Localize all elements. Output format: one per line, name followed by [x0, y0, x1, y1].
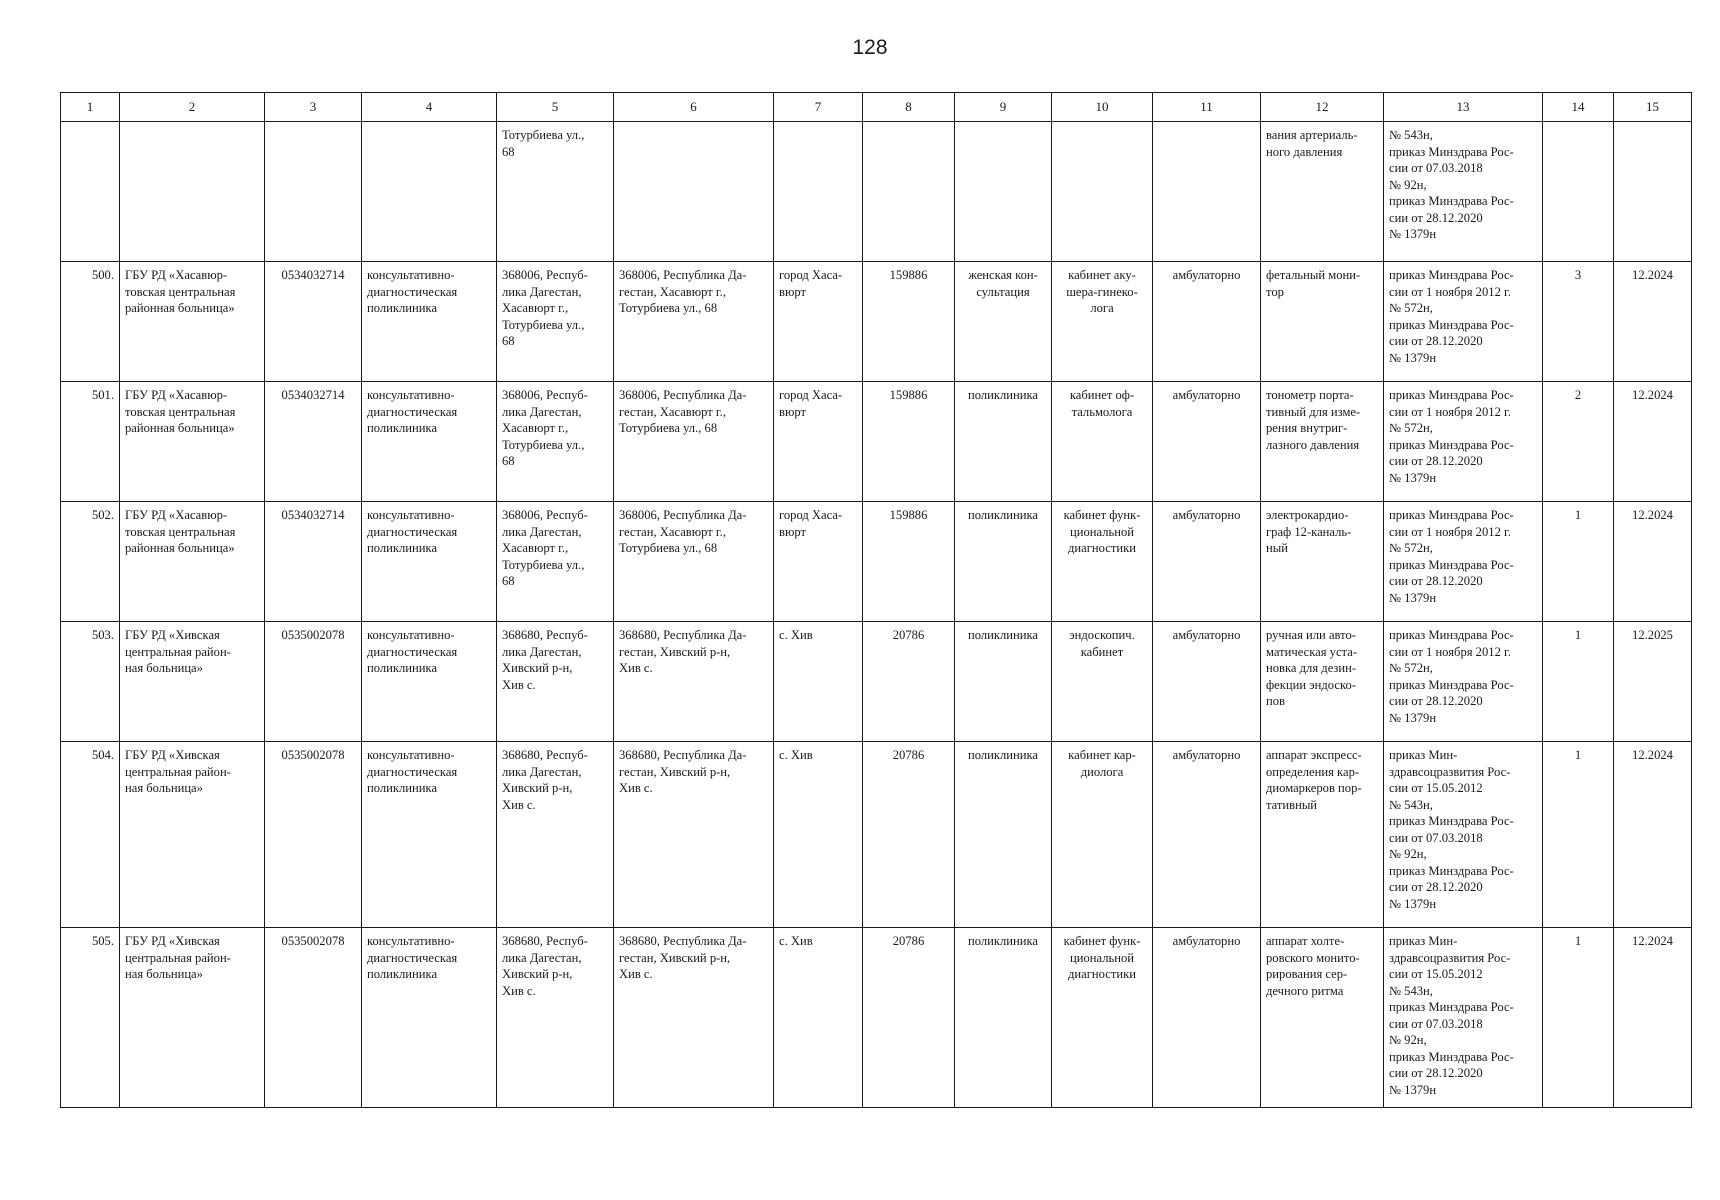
population-cell: 159886	[863, 502, 955, 622]
population-cell: 159886	[863, 262, 955, 382]
population-cell	[863, 122, 955, 262]
location-address-cell	[614, 122, 774, 262]
column-header: 4	[362, 93, 497, 122]
settlement-cell: город Хаса- вюрт	[774, 262, 863, 382]
inn-cell: 0534032714	[265, 502, 362, 622]
organization-cell: ГБУ РД «Хивская центральная район- ная больница»	[120, 742, 265, 928]
column-header: 2	[120, 93, 265, 122]
column-number-header	[61, 93, 1692, 122]
institution-type-cell: консультативно- диагностическая поликлиника	[362, 622, 497, 742]
institution-type-cell: консультативно- диагностическая поликлиника	[362, 502, 497, 622]
column-header: 6	[614, 93, 774, 122]
equipment-cell: аппарат экспресс- определения кар- диомаркеров пор- тативный	[1261, 742, 1384, 928]
division-cell: поликлиника	[955, 622, 1052, 742]
table-row	[61, 928, 1692, 1108]
room-cell	[1052, 122, 1153, 262]
legal-address-cell: 368680, Респуб- лика Дагестан, Хивский р-н, Хив с.	[497, 928, 614, 1108]
organization-cell: ГБУ РД «Хивская центральная район- ная больница»	[120, 622, 265, 742]
equipment-cell: фетальный мони- тор	[1261, 262, 1384, 382]
regulation-orders-cell: приказ Минздрава Рос- сии от 1 ноября 2012 г. № 572н, приказ Минздрава Рос- сии от 28.12.2020 № 1379н	[1384, 262, 1543, 382]
column-header: 11	[1153, 93, 1261, 122]
division-cell: поликлиника	[955, 742, 1052, 928]
inn-cell: 0534032714	[265, 262, 362, 382]
column-header: 3	[265, 93, 362, 122]
delivery-date-cell: 12.2024	[1614, 502, 1692, 622]
location-address-cell: 368680, Республика Да- гестан, Хивский р-н, Хив с.	[614, 742, 774, 928]
column-header: 5	[497, 93, 614, 122]
delivery-date-cell: 12.2024	[1614, 742, 1692, 928]
quantity-cell	[1543, 122, 1614, 262]
location-address-cell: 368006, Республика Да- гестан, Хасавюрт г., Тотурбиева ул., 68	[614, 502, 774, 622]
organization-cell	[120, 122, 265, 262]
quantity-cell: 3	[1543, 262, 1614, 382]
division-cell: поликлиника	[955, 928, 1052, 1108]
row-number-cell: 500.	[61, 262, 120, 382]
settlement-cell: с. Хив	[774, 928, 863, 1108]
equipment-cell: тонометр порта- тивный для изме- рения внутриг- лазного давления	[1261, 382, 1384, 502]
inn-cell: 0534032714	[265, 382, 362, 502]
delivery-date-cell: 12.2025	[1614, 622, 1692, 742]
quantity-cell: 1	[1543, 742, 1614, 928]
delivery-date-cell: 12.2024	[1614, 262, 1692, 382]
legal-address-cell: Тотурбиева ул., 68	[497, 122, 614, 262]
institution-type-cell: консультативно- диагностическая поликлиника	[362, 928, 497, 1108]
organization-cell: ГБУ РД «Хасавюр- товская центральная районная больница»	[120, 502, 265, 622]
quantity-cell: 1	[1543, 928, 1614, 1108]
legal-address-cell: 368006, Респуб- лика Дагестан, Хасавюрт г., Тотурбиева ул., 68	[497, 262, 614, 382]
room-cell: кабинет функ- циональной диагностики	[1052, 502, 1153, 622]
regulation-orders-cell: приказ Мин- здравсоцразвития Рос- сии от 15.05.2012 № 543н, приказ Минздрава Рос- сии от 07.03.2018 № 92н, приказ Минздрава Рос- сии от 28.12.2020 № 1379н	[1384, 928, 1543, 1108]
table-row	[61, 122, 1692, 262]
table-row	[61, 742, 1692, 928]
organization-cell: ГБУ РД «Хасавюр- товская центральная районная больница»	[120, 262, 265, 382]
location-address-cell: 368006, Республика Да- гестан, Хасавюрт г., Тотурбиева ул., 68	[614, 382, 774, 502]
care-mode-cell: амбулаторно	[1153, 502, 1261, 622]
division-cell: поликлиника	[955, 382, 1052, 502]
organization-cell: ГБУ РД «Хивская центральная район- ная больница»	[120, 928, 265, 1108]
organization-cell: ГБУ РД «Хасавюр- товская центральная районная больница»	[120, 382, 265, 502]
settlement-cell: с. Хив	[774, 742, 863, 928]
quantity-cell: 1	[1543, 622, 1614, 742]
settlement-cell	[774, 122, 863, 262]
settlement-cell: город Хаса- вюрт	[774, 382, 863, 502]
room-cell: кабинет оф- тальмолога	[1052, 382, 1153, 502]
column-header: 10	[1052, 93, 1153, 122]
population-cell: 159886	[863, 382, 955, 502]
location-address-cell: 368680, Республика Да- гестан, Хивский р-н, Хив с.	[614, 928, 774, 1108]
table-row	[61, 382, 1692, 502]
regulation-orders-cell: № 543н, приказ Минздрава Рос- сии от 07.03.2018 № 92н, приказ Минздрава Рос- сии от 28.12.2020 № 1379н	[1384, 122, 1543, 262]
room-cell: эндоскопич. кабинет	[1052, 622, 1153, 742]
column-header: 1	[61, 93, 120, 122]
equipment-cell: ручная или авто- матическая уста- новка для дезин- фекции эндоско- пов	[1261, 622, 1384, 742]
quantity-cell: 2	[1543, 382, 1614, 502]
row-number-cell: 502.	[61, 502, 120, 622]
population-cell: 20786	[863, 622, 955, 742]
row-number-cell: 505.	[61, 928, 120, 1108]
settlement-cell: с. Хив	[774, 622, 863, 742]
delivery-date-cell: 12.2024	[1614, 928, 1692, 1108]
regulation-orders-cell: приказ Минздрава Рос- сии от 1 ноября 2012 г. № 572н, приказ Минздрава Рос- сии от 28.12.2020 № 1379н	[1384, 622, 1543, 742]
population-cell: 20786	[863, 928, 955, 1108]
room-cell: кабинет аку- шера-гинеко- лога	[1052, 262, 1153, 382]
quantity-cell: 1	[1543, 502, 1614, 622]
column-header: 7	[774, 93, 863, 122]
location-address-cell: 368680, Республика Да- гестан, Хивский р-н, Хив с.	[614, 622, 774, 742]
table-row	[61, 502, 1692, 622]
care-mode-cell: амбулаторно	[1153, 928, 1261, 1108]
column-header: 8	[863, 93, 955, 122]
header-row	[61, 93, 1692, 122]
equipment-registry-table	[60, 92, 1692, 1108]
page-number: 128	[852, 36, 888, 59]
inn-cell	[265, 122, 362, 262]
legal-address-cell: 368680, Респуб- лика Дагестан, Хивский р-н, Хив с.	[497, 622, 614, 742]
regulation-orders-cell: приказ Мин- здравсоцразвития Рос- сии от 15.05.2012 № 543н, приказ Минздрава Рос- сии от 07.03.2018 № 92н, приказ Минздрава Рос- сии от 28.12.2020 № 1379н	[1384, 742, 1543, 928]
population-cell: 20786	[863, 742, 955, 928]
column-header: 13	[1384, 93, 1543, 122]
column-header: 9	[955, 93, 1052, 122]
room-cell: кабинет кар- диолога	[1052, 742, 1153, 928]
room-cell: кабинет функ- циональной диагностики	[1052, 928, 1153, 1108]
row-number-cell	[61, 122, 120, 262]
institution-type-cell: консультативно- диагностическая поликлиника	[362, 382, 497, 502]
institution-type-cell: консультативно- диагностическая поликлиника	[362, 262, 497, 382]
settlement-cell: город Хаса- вюрт	[774, 502, 863, 622]
division-cell: женская кон- сультация	[955, 262, 1052, 382]
table-row	[61, 262, 1692, 382]
institution-type-cell	[362, 122, 497, 262]
legal-address-cell: 368006, Респуб- лика Дагестан, Хасавюрт г., Тотурбиева ул., 68	[497, 382, 614, 502]
equipment-cell: аппарат холте- ровского монито- рирования сер- дечного ритма	[1261, 928, 1384, 1108]
column-header: 12	[1261, 93, 1384, 122]
column-header: 15	[1614, 93, 1692, 122]
division-cell: поликлиника	[955, 502, 1052, 622]
location-address-cell: 368006, Республика Да- гестан, Хасавюрт г., Тотурбиева ул., 68	[614, 262, 774, 382]
regulation-orders-cell: приказ Минздрава Рос- сии от 1 ноября 2012 г. № 572н, приказ Минздрава Рос- сии от 28.12.2020 № 1379н	[1384, 382, 1543, 502]
care-mode-cell: амбулаторно	[1153, 262, 1261, 382]
inn-cell: 0535002078	[265, 622, 362, 742]
care-mode-cell: амбулаторно	[1153, 622, 1261, 742]
row-number-cell: 504.	[61, 742, 120, 928]
registry-body	[61, 122, 1692, 1108]
inn-cell: 0535002078	[265, 928, 362, 1108]
division-cell	[955, 122, 1052, 262]
equipment-cell: электрокардио- граф 12-каналь- ный	[1261, 502, 1384, 622]
institution-type-cell: консультативно- диагностическая поликлиника	[362, 742, 497, 928]
column-header: 14	[1543, 93, 1614, 122]
row-number-cell: 501.	[61, 382, 120, 502]
regulation-orders-cell: приказ Минздрава Рос- сии от 1 ноября 2012 г. № 572н, приказ Минздрава Рос- сии от 28.12.2020 № 1379н	[1384, 502, 1543, 622]
care-mode-cell: амбулаторно	[1153, 382, 1261, 502]
inn-cell: 0535002078	[265, 742, 362, 928]
delivery-date-cell: 12.2024	[1614, 382, 1692, 502]
delivery-date-cell	[1614, 122, 1692, 262]
equipment-cell: вания артериаль- ного давления	[1261, 122, 1384, 262]
care-mode-cell: амбулаторно	[1153, 742, 1261, 928]
table-row	[61, 622, 1692, 742]
legal-address-cell: 368680, Респуб- лика Дагестан, Хивский р-н, Хив с.	[497, 742, 614, 928]
legal-address-cell: 368006, Респуб- лика Дагестан, Хасавюрт г., Тотурбиева ул., 68	[497, 502, 614, 622]
row-number-cell: 503.	[61, 622, 120, 742]
care-mode-cell	[1153, 122, 1261, 262]
